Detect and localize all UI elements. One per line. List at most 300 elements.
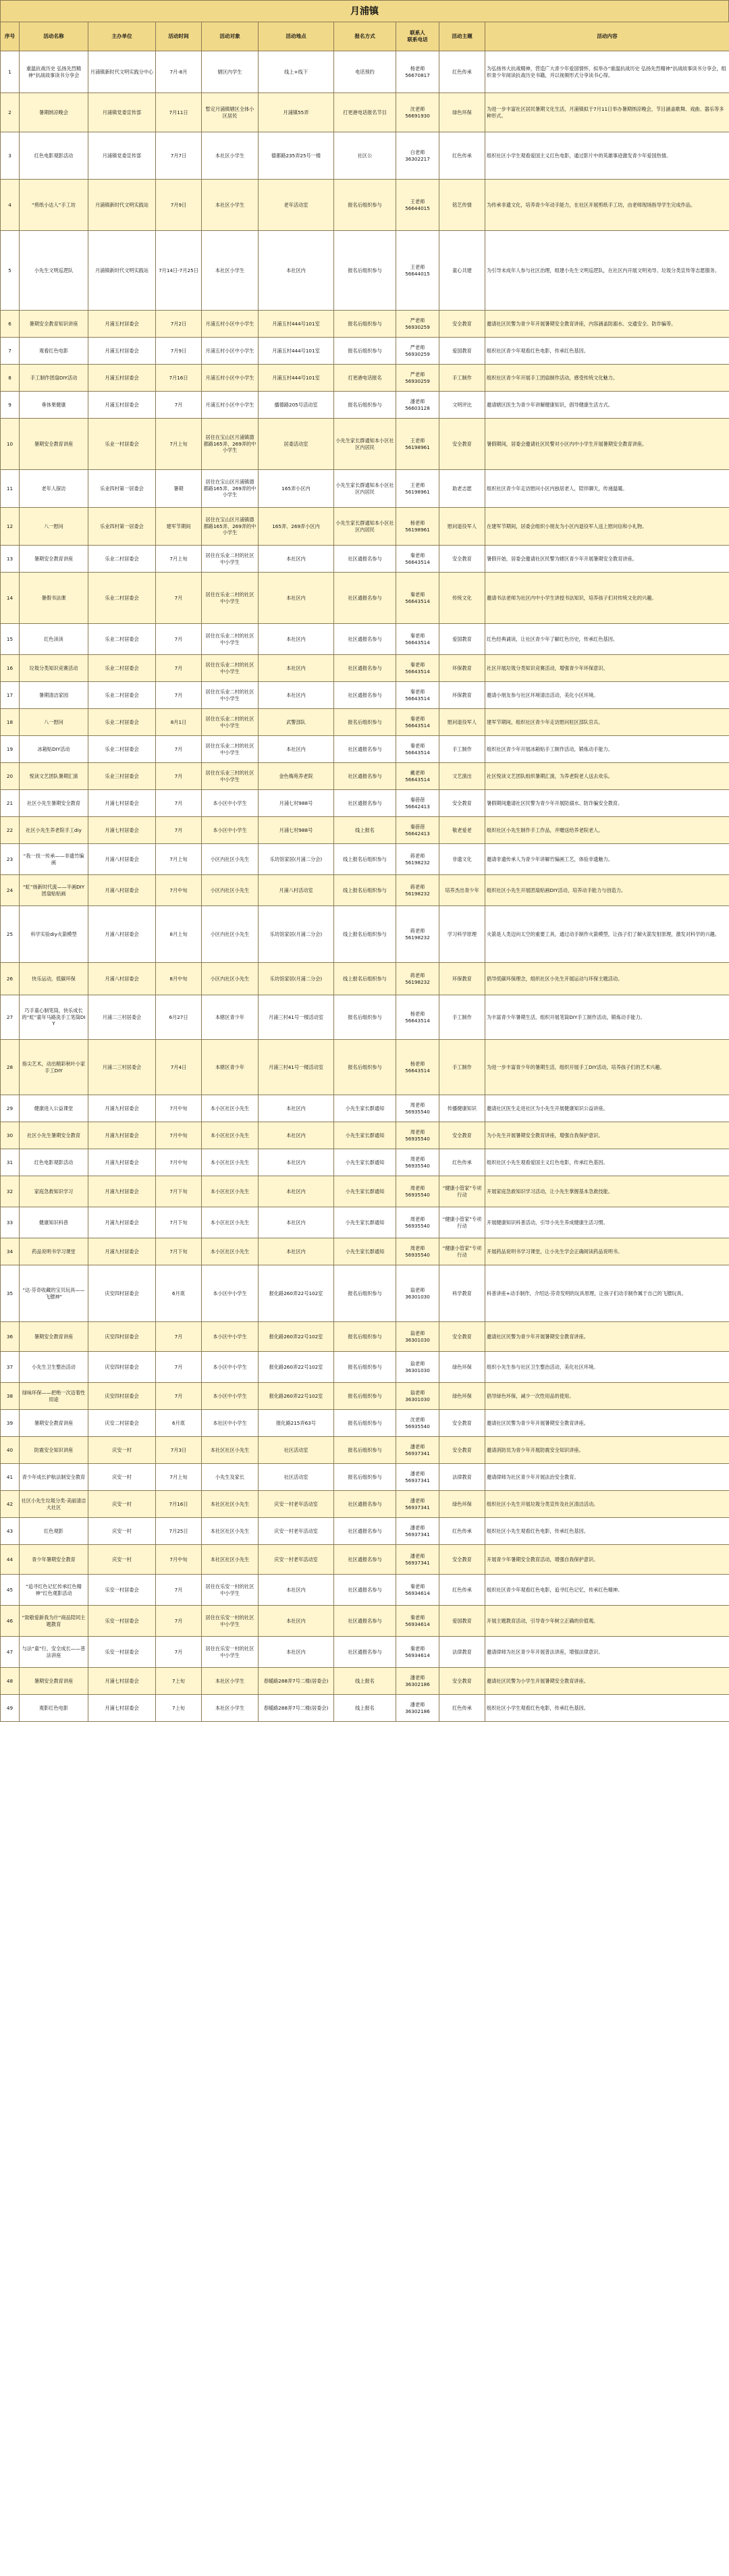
cell-content: 红色经典诵读，让社区青少年了解红色历史，传承红色基因。 <box>485 624 729 655</box>
cell-audience: 小区内社区小先生 <box>202 875 259 906</box>
cell-activity-name: 暑期纳凉晚会 <box>20 93 88 132</box>
cell-signup: 报名后组织参与 <box>334 1383 396 1410</box>
cell-activity-name: 小先生文明巡逻队 <box>20 231 88 311</box>
cell-activity-name: 手工制作团扇DIY活动 <box>20 365 88 392</box>
cell-index: 10 <box>1 419 20 470</box>
cell-theme: 手工制作 <box>439 995 485 1040</box>
cell-theme: 慰问退役军人 <box>439 709 485 736</box>
cell-content: 组织社区青少年观看红色电影，追寻红色记忆，传承红色精神。 <box>485 1575 729 1606</box>
cell-time: 7月下旬 <box>156 1176 202 1207</box>
cell-audience: 月浦五村小区中小学生 <box>202 311 259 338</box>
cell-audience: 本社区社区小先生 <box>202 1518 259 1545</box>
cell-organizer: 乐安一村居委会 <box>88 1575 156 1606</box>
cell-signup: 线上报名后组织参与 <box>334 844 396 875</box>
cell-audience: 居住在乐业二村的社区中小学生 <box>202 573 259 624</box>
cell-activity-name: 青少年暑期安全教育 <box>20 1545 88 1575</box>
cell-organizer: 月浦九村居委会 <box>88 1095 156 1122</box>
cell-index: 19 <box>1 736 20 763</box>
cell-signup: 社区通报名参与 <box>334 546 396 573</box>
cell-theme: 环保教育 <box>439 655 485 682</box>
cell-time: 7月 <box>156 1352 202 1383</box>
cell-audience: 辖区内学生 <box>202 51 259 93</box>
cell-audience: 本社区小学生 <box>202 231 259 311</box>
cell-organizer: 乐业二村居委会 <box>88 655 156 682</box>
cell-time: 7月11日 <box>156 93 202 132</box>
cell-audience: 居住在乐安一村的社区中小学生 <box>202 1637 259 1668</box>
cell-location: 金色梅苑养老院 <box>259 763 334 790</box>
cell-theme: 手工制作 <box>439 1040 485 1095</box>
cell-audience: 本小区中小学生 <box>202 817 259 844</box>
cell-organizer: 月浦七村居委会 <box>88 817 156 844</box>
cell-signup: 社区通报名参与 <box>334 1606 396 1637</box>
cell-location: 月浦五村444号101室 <box>259 365 334 392</box>
cell-audience: 月浦五村小区中小学生 <box>202 365 259 392</box>
cell-audience: 本小区社区小先生 <box>202 1207 259 1238</box>
cell-audience: 居住在宝山区月浦镇德都路165弄、269弄的中小学生 <box>202 419 259 470</box>
cell-contact: 杨老师 56198961 <box>396 508 439 546</box>
table-row <box>1 1149 729 1176</box>
cell-signup: 线上报名 <box>334 1695 396 1722</box>
cell-theme: “健康小管家”专项行动 <box>439 1207 485 1238</box>
cell-activity-name: “我一找一传承——非遗竹编画 <box>20 844 88 875</box>
cell-content: 组织社区青少年走访慰问小区内独居老人，陪伴聊天，传递温暖。 <box>485 470 729 508</box>
cell-organizer: 庆安四村居委会 <box>88 1352 156 1383</box>
cell-contact: 秦老师 56934614 <box>396 1637 439 1668</box>
cell-location: 社区活动室 <box>259 1464 334 1491</box>
cell-activity-name: 青少年成长护航法制安全教育 <box>20 1464 88 1491</box>
cell-audience: 本辖区青少年 <box>202 1040 259 1095</box>
cell-theme: 安全教育 <box>439 1668 485 1695</box>
cell-audience: 居住在乐安一村的社区中小学生 <box>202 1575 259 1606</box>
cell-time: 7月4日 <box>156 1040 202 1095</box>
cell-theme: 安全教育 <box>439 546 485 573</box>
cell-audience: 本小区社区小先生 <box>202 1095 259 1122</box>
cell-signup: 线上报名 <box>334 1668 396 1695</box>
cell-time: 7月 <box>156 1383 202 1410</box>
cell-index: 21 <box>1 790 20 817</box>
cell-index: 15 <box>1 624 20 655</box>
table-row <box>1 93 729 132</box>
cell-organizer: 月浦七村居委会 <box>88 1695 156 1722</box>
cell-content: 开展健康知识科普活动，引导小先生养成健康生活习惯。 <box>485 1207 729 1238</box>
cell-time: 7月7日 <box>156 132 202 180</box>
cell-contact: 周老师 56935540 <box>396 1095 439 1122</box>
table-row <box>1 1207 729 1238</box>
cell-audience: 居住在宝山区月浦镇德都路165弄、269弄的中小学生 <box>202 470 259 508</box>
cell-index: 45 <box>1 1575 20 1606</box>
cell-location: 本社区内 <box>259 1238 334 1265</box>
cell-time: 8月中旬 <box>156 963 202 995</box>
cell-content: 为丰富青少年暑期生活，组织开展笔筒DIY手工制作活动，锻炼动手能力。 <box>485 995 729 1040</box>
table-row <box>1 875 729 906</box>
cell-contact: 潘老师 56937341 <box>396 1491 439 1518</box>
cell-audience: 居住在乐业二村的社区中小学生 <box>202 736 259 763</box>
cell-index: 22 <box>1 817 20 844</box>
cell-theme: 文艺演出 <box>439 763 485 790</box>
cell-organizer: 庆安一村 <box>88 1491 156 1518</box>
cell-index: 46 <box>1 1606 20 1637</box>
cell-contact: 沈老师 56691930 <box>396 93 439 132</box>
cell-content: 组织社区小学生观看红色电影，传承红色基因。 <box>485 1695 729 1722</box>
cell-audience: 暂定月浦镇辖区全体小区居民 <box>202 93 259 132</box>
cell-contact: 白老师 36302217 <box>396 132 439 180</box>
cell-theme: 绿色环保 <box>439 93 485 132</box>
cell-location: 本社区内 <box>259 1207 334 1238</box>
cell-contact: 严老师 56930259 <box>396 365 439 392</box>
cell-contact: 蒋老师 56198232 <box>396 844 439 875</box>
cell-theme: 安全教育 <box>439 1122 485 1149</box>
table-row <box>1 655 729 682</box>
cell-contact: 周老师 56935540 <box>396 1149 439 1176</box>
cell-organizer: 月浦九村居委会 <box>88 1149 156 1176</box>
cell-location: 春暖路288弄7号二楼(居委会) <box>259 1695 334 1722</box>
cell-audience: 小区内社区小先生 <box>202 844 259 875</box>
cell-organizer: 乐业二村居委会 <box>88 573 156 624</box>
cell-index: 24 <box>1 875 20 906</box>
cell-contact: 蒋老师 56198232 <box>396 875 439 906</box>
cell-signup: 报名后组织参与 <box>334 1352 396 1383</box>
cell-time: 7月9日 <box>156 180 202 231</box>
cell-content: 组织社区小先生观看爱国主义红色电影，传承红色基因。 <box>485 1149 729 1176</box>
cell-theme: 安全教育 <box>439 311 485 338</box>
cell-signup: 社区通报名参与 <box>334 1575 396 1606</box>
cell-contact: 翁老师 36301030 <box>396 1352 439 1383</box>
cell-signup: 线上报名后组织参与 <box>334 875 396 906</box>
cell-organizer: 月浦九村居委会 <box>88 1176 156 1207</box>
cell-theme: 培养杰出青少年 <box>439 875 485 906</box>
cell-organizer: 月浦五村居委会 <box>88 338 156 365</box>
cell-time: 7月上旬 <box>156 1464 202 1491</box>
cell-activity-name: 家庭急救知识学习 <box>20 1176 88 1207</box>
cell-content: 为引导未成年人参与社区治理，组建小先生文明巡逻队，在社区内开展文明劝导、垃圾分类宣传等志愿服务。 <box>485 231 729 311</box>
cell-theme: 科学教育 <box>439 1265 485 1322</box>
cell-content: 暑假期间，居委会邀请社区民警对小区内中小学生开展暑期安全教育讲座。 <box>485 419 729 470</box>
cell-location: 月浦八村活动室 <box>259 875 334 906</box>
table-row <box>1 1410 729 1437</box>
cell-contact: 秦老师 56643514 <box>396 655 439 682</box>
cell-signup: 社区通报名参与 <box>334 682 396 709</box>
cell-organizer: 乐业三村居委会 <box>88 763 156 790</box>
cell-theme: 助老志愿 <box>439 470 485 508</box>
table-row <box>1 790 729 817</box>
cell-audience: 本社区社区小先生 <box>202 1437 259 1464</box>
cell-content: 组织社区小学生观看爱国主义红色电影，通过影片中的英雄事迹激发青少年爱国热情。 <box>485 132 729 180</box>
cell-contact: 秦老师 56934614 <box>396 1575 439 1606</box>
cell-theme: 慰问退役军人 <box>439 508 485 546</box>
cell-activity-name: 健康进入公益课堂 <box>20 1095 88 1122</box>
cell-activity-name: 社区小先生垃圾分类·美丽清洁大社区 <box>20 1491 88 1518</box>
cell-contact: 潘老师 56937341 <box>396 1437 439 1464</box>
cell-location: 报化路260弄22号102室 <box>259 1322 334 1352</box>
cell-time: 7月上旬 <box>156 419 202 470</box>
cell-signup: 报名后组织参与 <box>334 231 396 311</box>
header-index: 序号 <box>1 22 20 51</box>
cell-audience: 本社区小学生 <box>202 1695 259 1722</box>
cell-time: 7月16日 <box>156 1491 202 1518</box>
cell-signup: 打更港电话报名 <box>334 365 396 392</box>
cell-audience: 本小区社区小先生 <box>202 1122 259 1149</box>
cell-signup: 线上报名后组织参与 <box>334 963 396 995</box>
cell-time: 8月上旬 <box>156 906 202 963</box>
cell-time: 7月 <box>156 1322 202 1352</box>
table-row <box>1 51 729 93</box>
cell-index: 4 <box>1 180 20 231</box>
table-row <box>1 546 729 573</box>
cell-contact: 蒋老师 56198232 <box>396 906 439 963</box>
table-row <box>1 132 729 180</box>
cell-index: 29 <box>1 1095 20 1122</box>
table-row <box>1 817 729 844</box>
cell-location: 春暖路288弄7号二楼(居委会) <box>259 1668 334 1695</box>
cell-time: 7月下旬 <box>156 1238 202 1265</box>
cell-activity-name: 八一慰问 <box>20 709 88 736</box>
cell-contact: 王老师 56198961 <box>396 470 439 508</box>
cell-signup: 小先生家长群通知 <box>334 1149 396 1176</box>
cell-contact: 翁老师 36301030 <box>396 1383 439 1410</box>
cell-activity-name: 悦读文艺团队暑期汇演 <box>20 763 88 790</box>
cell-index: 12 <box>1 508 20 546</box>
cell-index: 38 <box>1 1383 20 1410</box>
cell-organizer: 乐业二村居委会 <box>88 546 156 573</box>
cell-activity-name: 暑期安全教育讲座 <box>20 1322 88 1352</box>
cell-audience: 居住在宝山区月浦镇德都路165弄、269弄的中小学生 <box>202 508 259 546</box>
cell-location: 月浦三村41号一楼活动室 <box>259 995 334 1040</box>
cell-audience: 居住在乐业二村的社区中小学生 <box>202 624 259 655</box>
cell-index: 37 <box>1 1352 20 1383</box>
cell-content: 暑假期间邀请社区民警为青少年开展防溺水、防诈骗安全教育。 <box>485 790 729 817</box>
cell-theme: 环保教育 <box>439 682 485 709</box>
cell-time: 7月 <box>156 573 202 624</box>
cell-activity-name: 小先生卫生整治活动 <box>20 1352 88 1383</box>
cell-audience: 本小区中小学生 <box>202 1352 259 1383</box>
cell-audience: 居住在乐安一村的社区中小学生 <box>202 1606 259 1637</box>
cell-activity-name: 暑期安全教育讲座 <box>20 546 88 573</box>
cell-activity-name: 红色电影观影活动 <box>20 1149 88 1176</box>
cell-signup: 报名后组织参与 <box>334 338 396 365</box>
cell-signup: 报名后组织参与 <box>334 1437 396 1464</box>
cell-index: 34 <box>1 1238 20 1265</box>
cell-location: 居委活动室 <box>259 419 334 470</box>
cell-audience: 本小区社区小先生 <box>202 1238 259 1265</box>
cell-contact: 杨老师 56670817 <box>396 51 439 93</box>
cell-activity-name: 巧手童心制笔筒，快乐成长的“虹”童年马路洗手工笔筒DIY <box>20 995 88 1040</box>
table-row <box>1 1238 729 1265</box>
cell-signup: 报名后组织参与 <box>334 995 396 1040</box>
table-row <box>1 624 729 655</box>
header-location: 活动地点 <box>259 22 334 51</box>
cell-content: 建军节期间，组织社区青少年走访慰问驻区部队官兵。 <box>485 709 729 736</box>
cell-time: 7月 <box>156 655 202 682</box>
cell-index: 17 <box>1 682 20 709</box>
cell-organizer: 月浦八村居委会 <box>88 844 156 875</box>
cell-index: 44 <box>1 1545 20 1575</box>
cell-location: 庆安一村老年活动室 <box>259 1518 334 1545</box>
cell-signup: 报名后组织参与 <box>334 1322 396 1352</box>
table-row <box>1 844 729 875</box>
cell-theme: 绿色环保 <box>439 1383 485 1410</box>
cell-signup: 线上报名 <box>334 817 396 844</box>
cell-activity-name: “致敬爱新我为什”商品陪同主题教育 <box>20 1606 88 1637</box>
cell-time: 7月14日-7月25日 <box>156 231 202 311</box>
cell-contact: 严老师 56930259 <box>396 338 439 365</box>
cell-contact: 王老师 56644015 <box>396 231 439 311</box>
header-signup: 报名方式 <box>334 22 396 51</box>
table-row <box>1 419 729 470</box>
cell-activity-name: “达·芬奇收藏的宝贝玩具——飞镖神” <box>20 1265 88 1322</box>
cell-activity-name: “追寻红色记忆传承红色精神”红色观影活动 <box>20 1575 88 1606</box>
cell-organizer: 月浦七村居委会 <box>88 790 156 817</box>
table-row <box>1 1352 729 1383</box>
cell-audience: 居住在乐业二村的社区中小学生 <box>202 655 259 682</box>
cell-content: 邀请小朋友参与社区环境清洁活动，美化小区环境。 <box>485 682 729 709</box>
cell-index: 28 <box>1 1040 20 1095</box>
cell-location: 报化路260弄22号102室 <box>259 1383 334 1410</box>
cell-index: 41 <box>1 1464 20 1491</box>
cell-audience: 本小区中小学生 <box>202 1383 259 1410</box>
cell-organizer: 庆安一村 <box>88 1464 156 1491</box>
cell-activity-name: 暑期安全教育讲座 <box>20 1668 88 1695</box>
header-contact: 联系人 联系电话 <box>396 22 439 51</box>
cell-index: 42 <box>1 1491 20 1518</box>
cell-index: 25 <box>1 906 20 963</box>
table-row <box>1 231 729 311</box>
table-row <box>1 709 729 736</box>
cell-time: 7月2日 <box>156 311 202 338</box>
table-row <box>1 392 729 419</box>
cell-organizer: 庆安一村 <box>88 1437 156 1464</box>
cell-location: 月浦七村988号 <box>259 790 334 817</box>
cell-activity-name: 重温抗战历史 弘扬先烈精神”抗战故事读书分享会 <box>20 51 88 93</box>
cell-audience: 本社区小学生 <box>202 132 259 180</box>
cell-signup: 社区通报名参与 <box>334 1637 396 1668</box>
table-row <box>1 1668 729 1695</box>
cell-organizer: 乐业二村居委会 <box>88 736 156 763</box>
cell-location: 165弄小区内 <box>259 470 334 508</box>
cell-theme: 环保教育 <box>439 963 485 995</box>
cell-contact: 严老师 56930259 <box>396 311 439 338</box>
cell-contact: 秦老师 56643514 <box>396 624 439 655</box>
cell-content: 邀请社区民警为青少年开展暑期安全教育讲座，内容涵盖防溺水、交通安全、防诈骗等。 <box>485 311 729 338</box>
cell-index: 35 <box>1 1265 20 1322</box>
cell-time: 6月27日 <box>156 995 202 1040</box>
cell-contact: 周老师 56935540 <box>396 1207 439 1238</box>
cell-signup: 社区公 <box>334 132 396 180</box>
cell-time: 7上旬 <box>156 1695 202 1722</box>
cell-audience: 居住在乐业二村的社区中小学生 <box>202 546 259 573</box>
cell-activity-name: 暑假书法课 <box>20 573 88 624</box>
cell-location: 本社区内 <box>259 655 334 682</box>
cell-audience: 居住在乐业二村的社区中小学生 <box>202 709 259 736</box>
table-row <box>1 1040 729 1095</box>
cell-audience: 本小区社区小先生 <box>202 1149 259 1176</box>
cell-activity-name: 暑期安全教育讲座 <box>20 1410 88 1437</box>
cell-theme: 红色传承 <box>439 1518 485 1545</box>
cell-location: 武警部队 <box>259 709 334 736</box>
cell-time: 7月 <box>156 763 202 790</box>
cell-index: 31 <box>1 1149 20 1176</box>
cell-organizer: 月浦九村居委会 <box>88 1122 156 1149</box>
cell-content: 火箭是人类迈向太空的重要工具，通过动手制作火箭模型，让孩子们了解火箭发射原理，激发对科学的兴趣。 <box>485 906 729 963</box>
cell-activity-name: 科学实验diy火箭模型 <box>20 906 88 963</box>
cell-content: 社区悦读文艺团队组织暑期汇演，为养老院老人送去欢乐。 <box>485 763 729 790</box>
cell-theme: 红色传承 <box>439 1695 485 1722</box>
cell-signup: 小先生家长群通知 <box>334 1176 396 1207</box>
cell-index: 14 <box>1 573 20 624</box>
cell-location: 月浦七村988号 <box>259 817 334 844</box>
cell-index: 27 <box>1 995 20 1040</box>
table-row <box>1 365 729 392</box>
cell-time: 7月下旬 <box>156 1207 202 1238</box>
cell-activity-name: 指尖艺术，动出精彩秋叶小家手工DIY <box>20 1040 88 1095</box>
cell-location: 本社区内 <box>259 1575 334 1606</box>
cell-index: 30 <box>1 1122 20 1149</box>
cell-contact: 秦老师 56643514 <box>396 573 439 624</box>
cell-content: 为小先生开展暑期安全教育讲座，增强自我保护意识。 <box>485 1122 729 1149</box>
table-row <box>1 995 729 1040</box>
cell-organizer: 月浦二三村居委会 <box>88 1040 156 1095</box>
cell-audience: 本社区小学生 <box>202 180 259 231</box>
cell-time: 6月底 <box>156 1410 202 1437</box>
cell-organizer: 月浦八村居委会 <box>88 963 156 995</box>
cell-activity-name: 暑期清洁家园 <box>20 682 88 709</box>
cell-signup: 社区通报名参与 <box>334 624 396 655</box>
cell-index: 49 <box>1 1695 20 1722</box>
cell-index: 36 <box>1 1322 20 1352</box>
cell-contact: 秦老师 56643514 <box>396 736 439 763</box>
cell-organizer: 乐安一村居委会 <box>88 1606 156 1637</box>
cell-signup: 小先生家长群通知本小区社区内居民 <box>334 508 396 546</box>
cell-activity-name: 暑期安全教育讲座 <box>20 419 88 470</box>
cell-contact: 秦老师 56643514 <box>396 709 439 736</box>
cell-time: 7月9日 <box>156 338 202 365</box>
cell-audience: 居住在乐业三村的社区中小学生 <box>202 763 259 790</box>
table-row <box>1 1637 729 1668</box>
cell-time: 7月中旬 <box>156 875 202 906</box>
cell-content: 暑假开始，居委会邀请社区民警为辖区青少年开展暑期安全教育讲座。 <box>485 546 729 573</box>
table-row <box>1 963 729 995</box>
cell-theme: 手工制作 <box>439 365 485 392</box>
cell-audience: 本社区社区小先生 <box>202 1491 259 1518</box>
cell-signup: 小先生家长群通知 <box>334 1207 396 1238</box>
cell-organizer: 乐业二村居委会 <box>88 709 156 736</box>
cell-time: 7月 <box>156 682 202 709</box>
cell-signup: 报名后组织参与 <box>334 1040 396 1095</box>
cell-index: 9 <box>1 392 20 419</box>
cell-theme: 铭艺传情 <box>439 180 485 231</box>
table-row <box>1 1265 729 1322</box>
cell-time: 7月 <box>156 790 202 817</box>
cell-signup: 报名后组织参与 <box>334 1410 396 1437</box>
cell-activity-name: 社区小先生暑期安全教育 <box>20 790 88 817</box>
cell-location: 乐坊馆家居(月浦二分会) <box>259 963 334 995</box>
cell-contact: 周老师 56935540 <box>396 1176 439 1207</box>
cell-content: 邀请社区民警为青少年开展暑期安全教育讲座。 <box>485 1410 729 1437</box>
cell-content: 邀请非遗传承人为青少年讲解竹编画工艺，体验非遗魅力。 <box>485 844 729 875</box>
cell-index: 5 <box>1 231 20 311</box>
cell-time: 7月16日 <box>156 365 202 392</box>
cell-contact: 王老师 56198961 <box>396 419 439 470</box>
cell-organizer: 月浦九村居委会 <box>88 1207 156 1238</box>
cell-activity-name: 社区小先生养老院手工diy <box>20 817 88 844</box>
cell-audience: 本社区社区小先生 <box>202 1545 259 1575</box>
cell-organizer: 乐业二村居委会 <box>88 624 156 655</box>
table-row <box>1 1176 729 1207</box>
cell-audience: 居住在乐业二村的社区中小学生 <box>202 682 259 709</box>
cell-content: 组织小先生参与社区卫生整治活动，美化社区环境。 <box>485 1352 729 1383</box>
cell-index: 32 <box>1 1176 20 1207</box>
cell-theme: “健康小管家”专项行动 <box>439 1238 485 1265</box>
cell-signup: 线上报名后组织参与 <box>334 906 396 963</box>
